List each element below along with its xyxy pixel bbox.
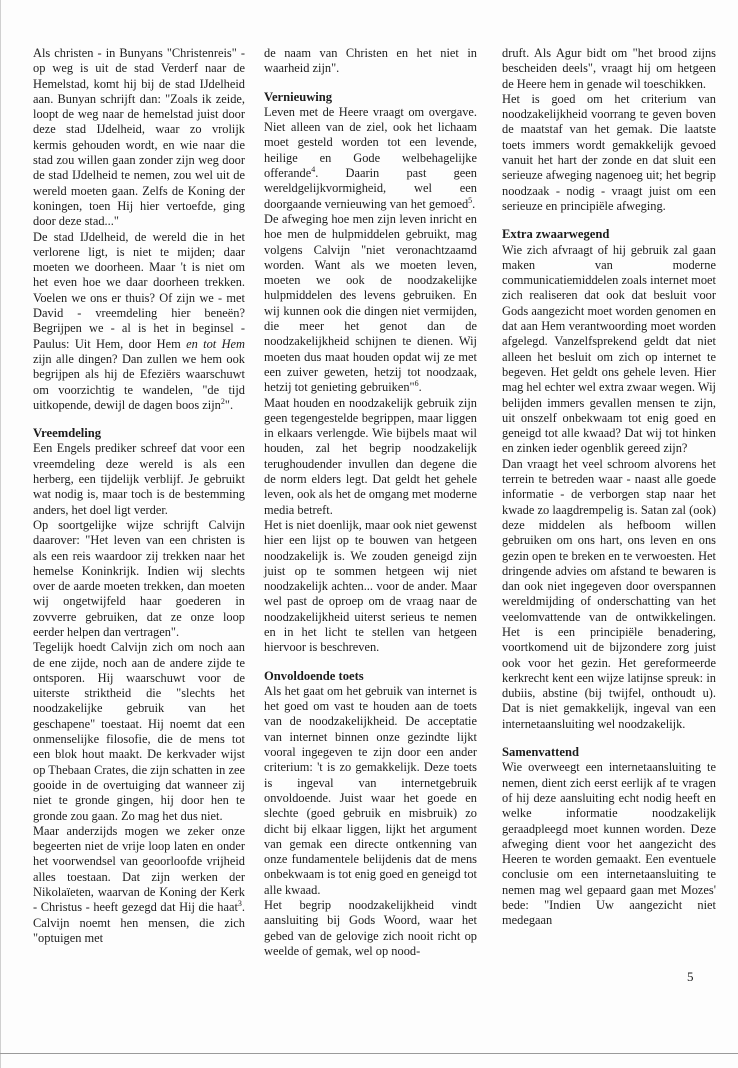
paragraph: Het is niet doenlijk, maar ook niet gewenst hier een lijst op te bouwen van hetgeen noodzakelijk is. We zouden geneigd zijn juist op te sommen hetgeen wij niet noodzakelijk achten... voor de ander. Maar wel past de oproep om de vraag naar de noodzakelijkheid uiterst serieus te nemen en in het licht te stellen van hetgeen hiervoor is beschreven.	[264, 517, 477, 655]
text-run: Maar anderzijds mogen we zeker onze begeerten niet de vrije loop laten en onder het voorwendsel van geoorloofde vrijheid alles toestaan. Dat zijn werken der Nikolaïeten, waarvan de Koning der Kerk - Christus - heeft gezegd dat Hij die haat	[33, 823, 245, 915]
paragraph: Het is goed om het criterium van noodzakelijkheid voorrang te geven boven de maatstaf van het gemak. Die laatste toets immers wordt gemakkelijk gevoed vanuit het hart der zonde en dat sluit een serieuze afweging nagenoeg uit; het begrip noodzaak - nodig - vraagt juist om een serieuze en principiële afweging.	[502, 91, 716, 213]
text-run: . Daarin past geen wereldgelijkvormigheid, wel een doorgaande vernieuwing van het gemoed	[264, 166, 477, 211]
footnote-ref: 5	[468, 195, 473, 205]
paragraph: Dan vraagt het veel schroom alvorens het terrein te betreden waar - naast alle goede informatie - de verborgen stap naar het kwade zo laagdrempelig is. Satan zal (ook) deze middelen als hefboom willen gebruiken om ons hart, ons leven en ons gezin open te breken en te verwoesten. Het dringende advies om afstand te bewaren is dan ook niet ingegeven door overspannen wereldmijding of onderschatting van het veelomvattende van de ontwikkelingen. Het is een principiële benadering, voortkomend uit de bijzondere zorg juist ook voor het gezin. Het gereformeerde kerkrecht kent een wijze latijnse spreuk: in dubiis, abstine (bij twijfel, onthoudt u). Dat is niet gemakkelijk, ingeval van een internetaansluiting wel noodzakelijk.	[502, 456, 716, 731]
text-run: De afweging hoe men zijn leven inricht en hoe men de hulpmiddelen gebruikt, mag volgens Calvijn "niet veronachtzaamd worden. Want als we moeten leven, moeten we ook de noodzakelijke hulpmiddelen des levens gebruiken. En wij kunnen ook die dingen niet vermijden, die meer het genot dan de noodzakelijkheid schijnen te dienen. Wij moeten dus maat houden opdat wij ze met een zuiver geweten, hetzij tot noodzaak, hetzij tot genieting gebruiken"	[264, 211, 477, 395]
paragraph: Wie zich afvraagt of hij gebruik zal gaan maken van moderne communicatiemiddelen zoals internet moet zich realiseren dat ook dat besluit voor Gods aangezicht moet worden genomen en dat aan Hem verantwoording moet worden afgelegd. Vanzelfsprekend geldt dat niet alleen het besluit om zich op internet te begeven. Het geldt ons gehele leven. Hier mag hel echter wel extra zwaar wegen. Wij belijden immers gevallen mensen te zijn, uit onszelf onbekwaam tot enig goed en geneigd tot alle kwaad? Dat wij tot hinken en zinken ieder ogenblik gereed zijn?	[502, 242, 716, 456]
column-left	[33, 46, 245, 946]
text-run: De stad IJdelheid, de wereld die in het verlorene ligt, is niet te mijden; daar moeten we doorheen. Maar 't is niet om het even hoe we daar doorheen trekken. Voelen we ons er thuis? Of zijn we - met David - vreemdeling hier beneën? Begrijpen we - al is het in beginsel - Paulus: Uit Hem, door Hem	[33, 229, 245, 351]
paragraph: de naam van Christen en het niet in waarheid zijn".	[264, 46, 477, 76]
paragraph: druft. Als Agur bidt om "het brood zijns bescheiden deels", vraagt hij om hetgeen de Heere hem in genade wil toeschikken.	[502, 46, 716, 91]
paragraph	[33, 230, 245, 414]
page-number: 5	[687, 969, 694, 984]
section-heading: Samenvattend	[502, 745, 579, 760]
paragraph	[33, 824, 245, 946]
section-heading: Extra zwaarwegend	[502, 227, 610, 242]
text-run: zijn alle dingen? Dan zullen we hem ook begrijpen als hij de Efeziërs waarschuwt om voorzichtig te wandelen, "de tijd uitkopende, dewijl de dagen boos zijn	[33, 351, 245, 412]
section-heading: Onvoldoende toets	[264, 668, 364, 683]
paragraph: Wie overweegt een internetaansluiting te nemen, dient zich eerst eerlijk af te vragen of hij deze aansluiting echt nodig heeft en welke informatie noodzakelijk geraadpleegd moet kunnen worden. Deze afweging dient voor het aangezicht des Heeren te worden gemaakt. Een eventuele conclusie om een internetaansluiting te nemen mag wel gepaard gaan met Mozes' bede: "Indien Uw aangezicht niet medegaan	[502, 760, 716, 928]
paragraph	[264, 212, 477, 396]
footnote-ref: 3	[237, 899, 242, 909]
paragraph: Als het gaat om het gebruik van internet is het goed om vast te houden aan de toets van de noodzakelijkheid. De acceptatie van internet binnen onze gezindte lijkt vooral ingegeven te zijn door een ander criterium: 't is zo gemakkelijk. Deze toets is ingeval van internetgebruik onvoldoende. Juist waar het goede en slechte (goed gebruik en misbruik) zo dicht bij elkaar liggen, lijkt het argument van gemak een directe ontkenning van onze fundamentele belijdenis dat de mens onbekwaam is tot enig goed en geneigd tot alle kwaad.	[264, 683, 477, 897]
paragraph: Tegelijk hoedt Calvijn zich om noch aan de ene zijde, noch aan de andere zijde te ontsporen. Hij waarschuwt voor de uiterste striktheid die "slechts het noodzakelijke gebruik van het geschapene" toestaat. Hij noemt dat een onmenselijke filosofie, die de mens tot een blok hout maakt. De kerkvader wijst op Thebaan Crates, die zijn schatten in zee gooide in de overtuiging dat wanneer zij niet te gronde gingen, hij door hen te gronde zou gaan. Zo mag het dus niet.	[33, 640, 245, 823]
footnote-ref: 6	[414, 379, 419, 389]
footnote-ref: 4	[311, 164, 316, 174]
column-right	[502, 46, 716, 929]
paragraph	[264, 105, 477, 212]
section-heading: Vernieuwing	[264, 89, 333, 104]
paragraph: Als christen - in Bunyans "Christenreis" - op weg is uit de stad Verderf naar de Hemelstad, komt hij bij de stad IJdelheid aan. Bunyan schrijft dan: "Zoals ik zeide, loopt de weg naar de hemelstad juist door deze stad IJdelheid, waar zo vrolijk kermis gehouden wordt, en wie naar die stad zou willen gaan zonder zijn weg door de stad IJdelheid te nemen, zou wel uit de wereld moeten gaan. Zelfs de Koning der koningen, toen Hij hier vertoefde, ging door deze stad..."	[33, 46, 245, 229]
section-heading: Vreemdeling	[33, 426, 102, 441]
paragraph: Maat houden en noodzakelijk gebruik zijn geen tegengestelde begrippen, maar liggen in elkaars verlengde. Wie bijbels maat wil houden, zal het begrip noodzakelijk terughoudender invullen dan degene die de norm elders legt. Dat geldt het gehele leven, ook als het de omgang met moderne media betreft.	[264, 395, 477, 517]
italic-text: en tot Hem	[186, 336, 245, 351]
paragraph: Op soortgelijke wijze schrijft Calvijn daarover: "Het leven van een christen is als een reis waardoor zij trekken naar het hemelse Koninkrijk. Indien wij slechts over de aarde moeten trekken, dan moeten wij ongetwijfeld haar goederen in zovverre gebruiken, dat ze onze loop eerder helpen dan vertragen".	[33, 517, 245, 639]
text-run: ".	[224, 397, 234, 412]
text-run: .	[472, 196, 476, 211]
page-divider	[0, 1053, 738, 1054]
column-middle	[264, 46, 477, 959]
page-edge	[0, 0, 1, 1068]
text-run: . Calvijn noemt hen mensen, die zich "optuigen met	[33, 900, 245, 945]
paragraph: Een Engels prediker schreef dat voor een vreemdeling deze wereld is als een herberg, een tijdelijk verblijf. Je gebruikt wat nodig is, maar toch is de bestemming anders, het doel ligt verder.	[33, 441, 245, 517]
text-run: Leven met de Heere vraagt om overgave. Niet alleen van de ziel, ook het lichaam moet gesteld worden tot een levende, heilige en Gode welbehagelijke offerande	[264, 104, 477, 181]
text-run: .	[418, 380, 422, 395]
paragraph: Het begrip noodzakelijkheid vindt aansluiting bij Gods Woord, waar het gebed van de gelovige zich nooit richt op weelde of gemak, wel op nood-	[264, 898, 477, 958]
footnote-ref: 2	[220, 396, 225, 406]
